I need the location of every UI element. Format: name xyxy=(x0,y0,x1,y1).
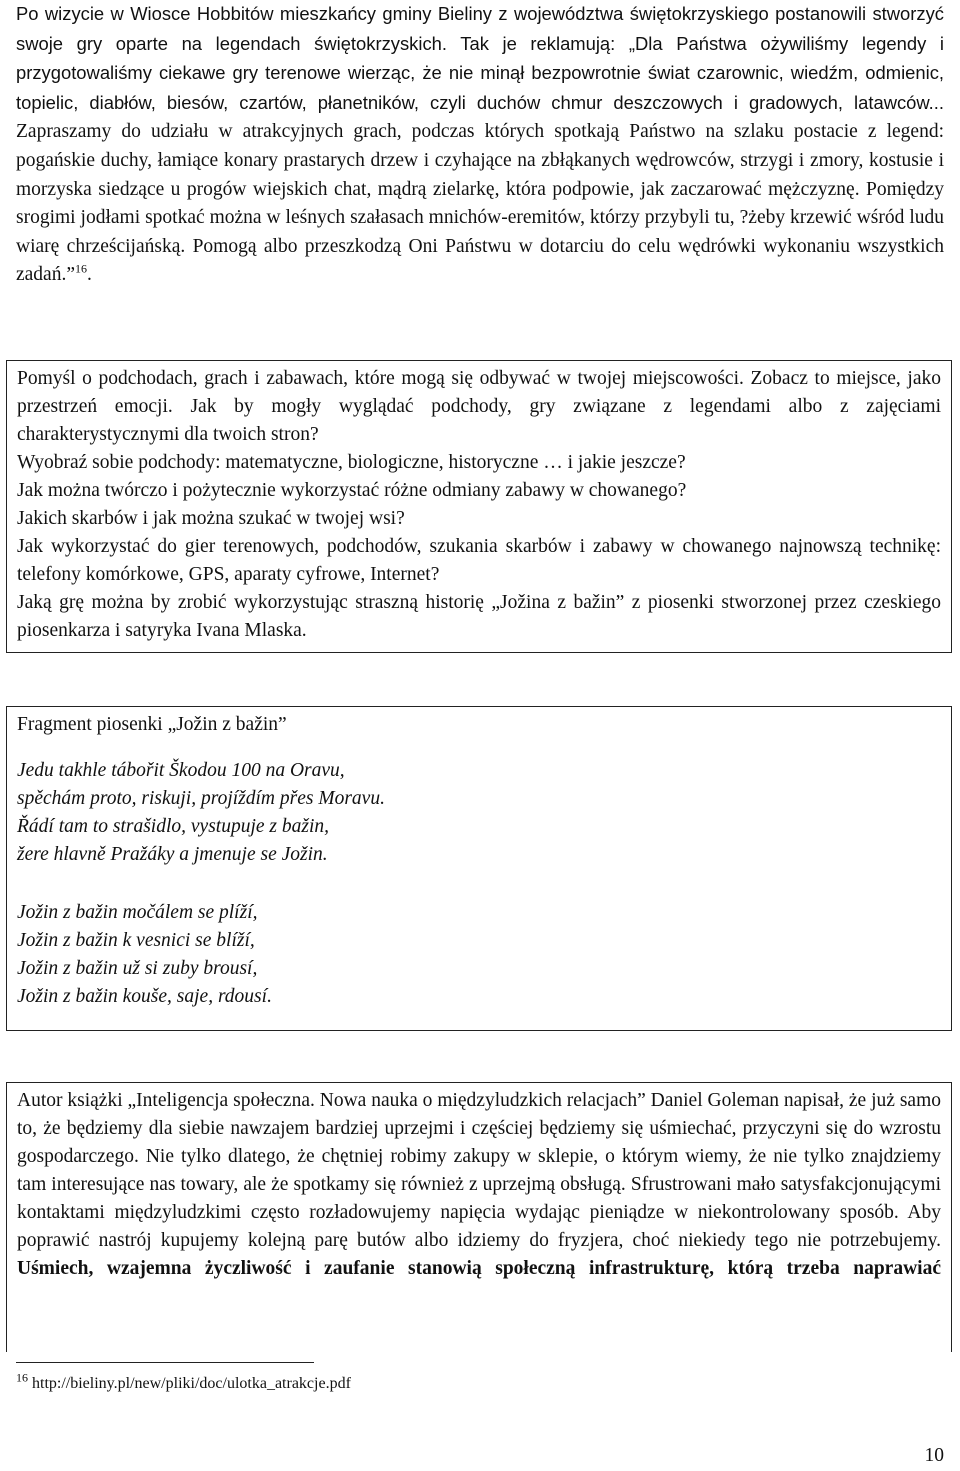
verse-line: Jožin z bažin močálem se plíží, xyxy=(17,902,258,923)
goleman-bold-text: Uśmiech, wzajemna życzliwość i zaufanie stanowią społeczną infrastrukturę, którą trzeba naprawiać xyxy=(17,1258,941,1279)
footnote-number: 16 xyxy=(16,1370,28,1385)
footnote-divider xyxy=(16,1362,314,1363)
question-line: Wyobraź sobie podchody: matematyczne, biologiczne, historyczne … i jakie jeszcze? xyxy=(17,452,686,473)
question-line: Jakich skarbów i jak można szukać w twojej wsi? xyxy=(17,508,405,529)
questions-box xyxy=(6,360,952,653)
question-line: Jak wykorzystać do gier terenowych, podchodów, szukania skarbów i zabawy w chowanego najnowszą technikę: telefony komórkowe, GPS, aparaty cyfrowe, Internet? xyxy=(17,536,941,585)
stanza-gap xyxy=(17,869,941,899)
goleman-paragraph xyxy=(17,1087,941,1283)
footnote-url[interactable]: http://bieliny.pl/new/pliki/doc/ulotka_atrakcje.pdf xyxy=(28,1375,351,1392)
song-fragment-box xyxy=(6,706,952,1031)
question-line: Pomyśl o podchodach, grach i zabawach, które mogą się odbywać w twojej miejscowości. Zobacz to miejsce, jako przestrzeń emocji. Jak by mogły wyglądać podchody, gry związane z legendami albo z zajęciami charakterystycznymi dla twoich stron? xyxy=(17,368,941,445)
verse-line: Jožin z bažin k vesnici se blíží, xyxy=(17,930,255,951)
question-line: Jak można twórczo i pożytecznie wykorzystać różne odmiany zabawy w chowanego? xyxy=(17,480,687,501)
goleman-text: Autor książki „Inteligencja społeczna. Nowa nauka o międzyludzkich relacjach” Daniel Goleman napisał, że już samo to, że będziemy dla siebie nawzajem bardziej uprzejmi i częściej będziemy się uśmiechać, przyczyni się do wzrostu gospodarczego. Nie tylko dlatego, że chętniej robimy zakupy w sklepie, o którym wiemy, że nie tylko znajdziemy tam interesujące nas towary, ale że spotkamy się również z uprzejmą obsługą. Sfrustrowani mało satysfakcjonującymi kontaktami międzyludzkimi często rozładowujemy napięcia wydając pieniądze w niekontrolowany sposób. Aby poprawić nastrój kupujemy kolejną parę butów albo idziemy do fryzjera, choć niekiedy tego nie potrzebujemy. xyxy=(17,1090,941,1251)
footnote xyxy=(16,1370,351,1394)
intro-sentence-2: Zapraszamy do udziału w atrakcyjnych grach, podczas których spotkają Państwo na szlaku postacie z legend: pogańskie duchy, łamiące konary prastarych drzew i czyhające na zbłąkanych wędrowców, strzygi i zmory, kostusie i morzyska siedzące u progów wiejskich chat, mądrą zielarkę, która podpowie, jak zaczarować mężczyznę. xyxy=(16,121,944,200)
verse-line: Jedu takhle tábořit Škodou 100 na Oravu, xyxy=(17,760,345,781)
verse-line: žere hlavně Pražáky a jmenuje se Jožin. xyxy=(17,844,328,865)
footnote-reference: 16 xyxy=(75,261,87,276)
page-number: 10 xyxy=(924,1445,944,1466)
verse-line: Jožin z bažin už si zuby brousí, xyxy=(17,958,258,979)
intro-end: . xyxy=(87,264,92,286)
intro-sentence-1: Po wizycie w Wiosce Hobbitów mieszkańcy gminy Bieliny z województwa świętokrzyskiego postanowili stworzyć swoje gry oparte na legendach świętokrzyskich. Tak je reklamują: „Dla Państwa ożywiliśmy legendy i przygotowaliśmy ciekawe gry terenowe wierząc, że nie minął bezpowrotnie świat czarownic, wiedźm, odmienic, topielic, diabłów, biesów, czartów, płanetników, czyli duchów chmur deszczowych i gradowych, latawców... xyxy=(16,3,944,113)
verse-line: Řádí tam to strašidlo, vystupuje z bažin, xyxy=(17,816,329,837)
song-heading: Fragment piosenki „Jožin z bažin” xyxy=(17,714,287,735)
intro-paragraph xyxy=(16,0,944,290)
intro-sentence-3: Pomiędzy srogimi jodłami spotkać można w leśnych szałasach mnichów-eremitów, którzy przybyli tu, ?żeby krzewić wśród ludu wiarę chrześcijańską. Pomogą albo przeszkodzą Oni Państwu w dotarciu do celu wędrówki wykonaniu wszystkich zadań.” xyxy=(16,178,944,286)
goleman-box xyxy=(6,1082,952,1352)
verse-line: spěchám proto, riskuji, projíždím přes Moravu. xyxy=(17,788,385,809)
question-line: Jaką grę można by zrobić wykorzystując straszną historię „Jožina z bažin” z piosenki stworzonej przez czeskiego piosenkarza i satyryka Ivana Mlaska. xyxy=(17,592,941,641)
verse-line: Jožin z bažin kouše, saje, rdousí. xyxy=(17,986,272,1007)
